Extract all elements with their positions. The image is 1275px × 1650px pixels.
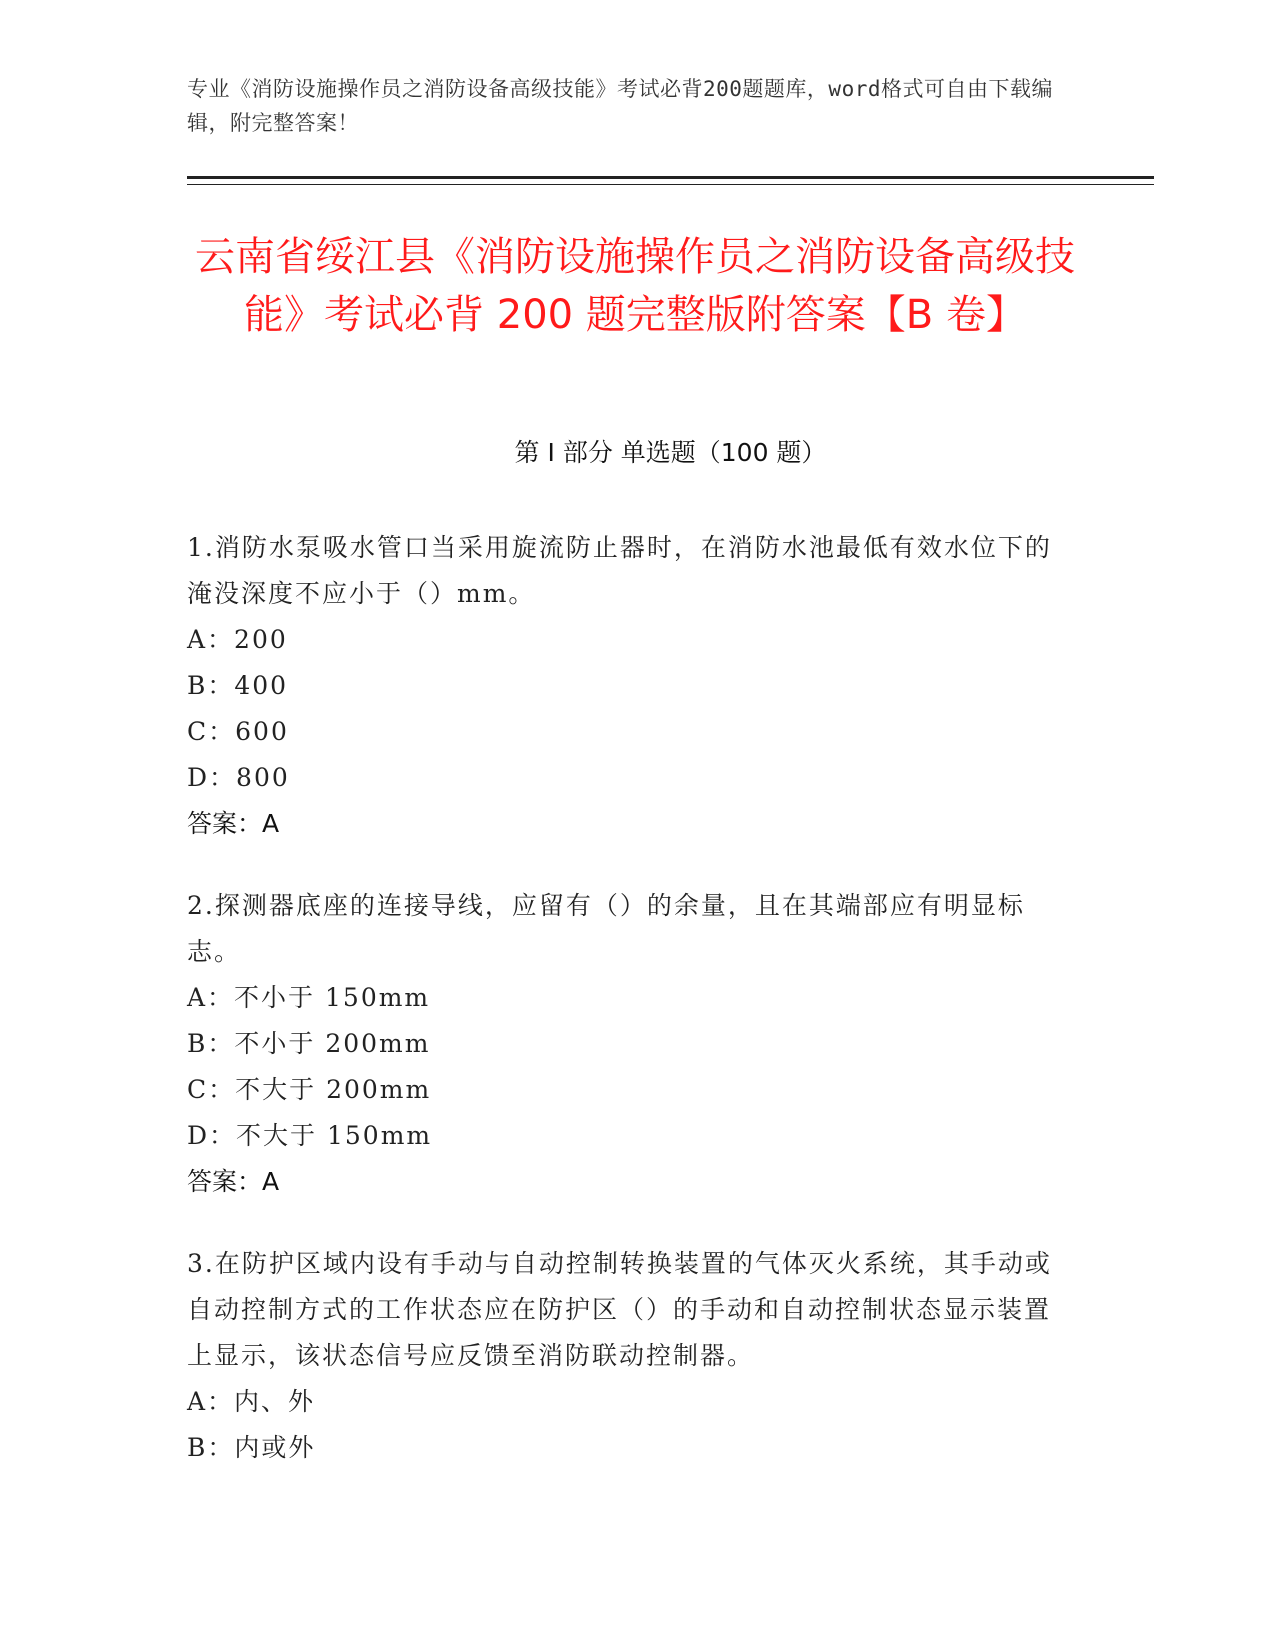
question-3	[187, 1241, 1067, 1471]
question-stem: 1.消防水泵吸水管口当采用旋流防止器时，在消防水池最低有效水位下的淹没深度不应小于（）mm。	[187, 533, 1052, 608]
option-d: D：800	[187, 763, 290, 792]
question-list	[187, 525, 1067, 1507]
answer: 答案：A	[187, 1167, 280, 1196]
header-divider-thick	[187, 176, 1154, 179]
option-b: B：内或外	[187, 1433, 316, 1462]
question-stem: 2.探测器底座的连接导线，应留有（）的余量，且在其端部应有明显标志。	[187, 891, 1025, 966]
header-divider-thin	[187, 184, 1154, 185]
document-title: 云南省绥江县《消防设施操作员之消防设备高级技能》考试必背 200 题完整版附答案【B 卷】	[195, 234, 1075, 338]
question-stem: 3.在防护区域内设有手动与自动控制转换装置的气体灭火系统，其手动或自动控制方式的工作状态应在防护区（）的手动和自动控制状态显示装置上显示，该状态信号应反馈至消防联动控制器。	[187, 1249, 1052, 1370]
header-note: 专业《消防设施操作员之消防设备高级技能》考试必背200题题库，word格式可自由下载编辑，附完整答案！	[187, 77, 1053, 135]
answer: 答案：A	[187, 809, 280, 838]
option-d: D：不大于 150mm	[187, 1121, 433, 1150]
option-a: A：内、外	[187, 1387, 316, 1416]
section-title: 第 I 部分 单选题（100 题）	[514, 438, 827, 467]
question-2	[187, 883, 1067, 1205]
question-1	[187, 525, 1067, 847]
option-c: C：600	[187, 717, 289, 746]
option-a: A：200	[187, 625, 288, 654]
option-c: C：不大于 200mm	[187, 1075, 432, 1104]
option-a: A：不小于 150mm	[187, 983, 431, 1012]
option-b: B：400	[187, 671, 289, 700]
option-b: B：不小于 200mm	[187, 1029, 431, 1058]
